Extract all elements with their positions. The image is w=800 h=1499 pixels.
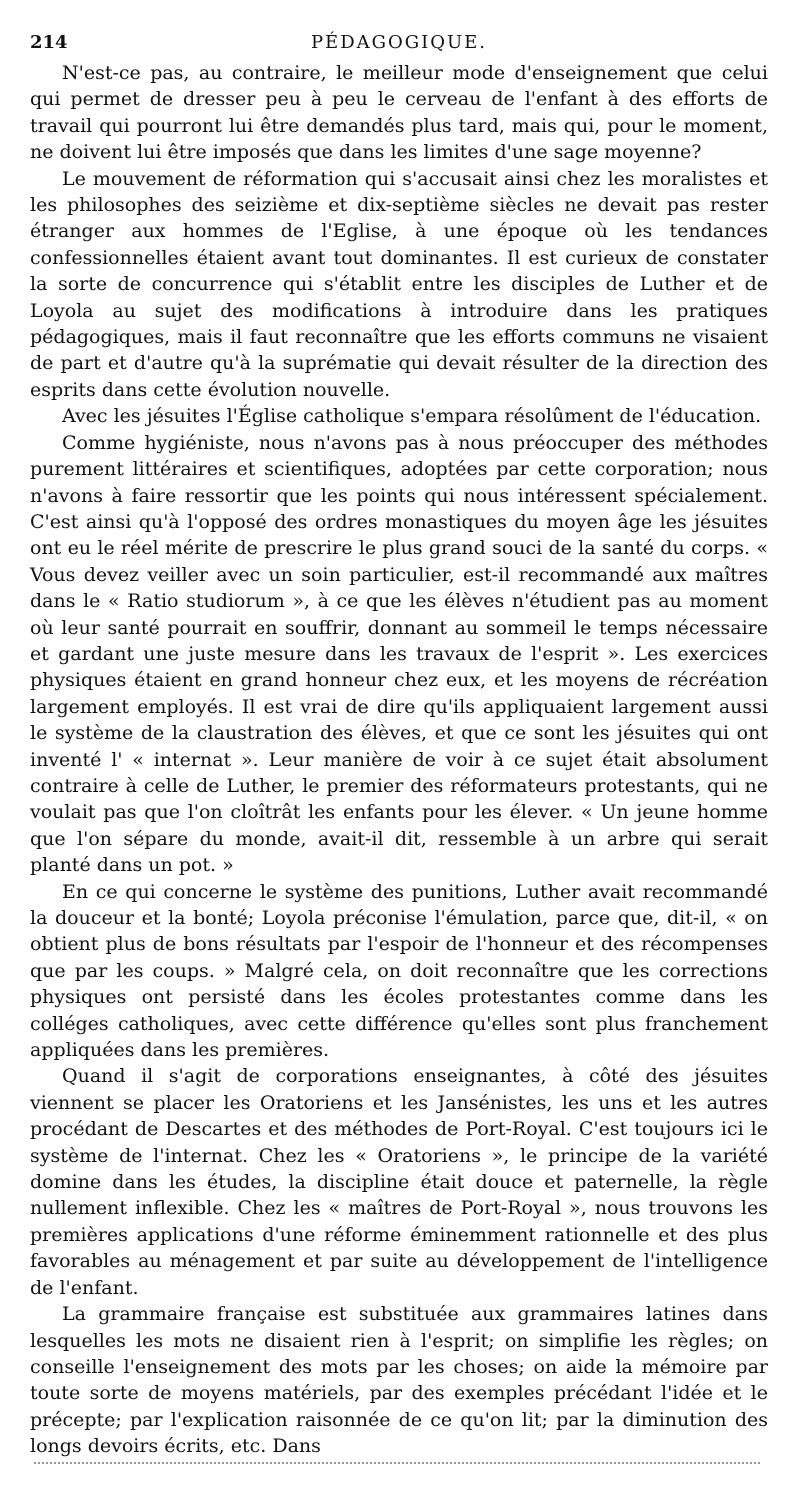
paragraph-4: Comme hygiéniste, nous n'avons pas à nous préoccuper des méthodes purement littéraires et scientifiques, adoptées par cette corporation; nous n'avons à faire ressortir que les points qui nous intéressent spécialement. C'est ainsi qu'à l'opposé des ordres monastiques du moyen âge les jésuites ont eu le réel mérite de prescrire le plus grand souci de la santé du corps. « Vous devez veiller avec un soin particulier, est-il recommandé aux maîtres dans le « Ratio studiorum », à ce que les élèves n'étudient pas au moment où leur santé pourrait en souffrir, donnant au sommeil le temps nécessaire et gardant une juste mesure dans les travaux de l'esprit ». Les exercices physiques étaient en grand honneur chez eux, et les moyens de récréation largement employés. Il est vrai de dire qu'ils appliquaient largement aussi le système de la claustration des élèves, et que ce sont les jésuites qui ont inventé l' « internat ». Leur manière de voir à ce sujet était absolument contraire à celle de Luther, le premier des réformateurs protestants, qui ne voulait pas que l'on cloîtrât les enfants pour les élever. « Un jeune homme que l'on sépare du monde, avait-il dit, ressemble à un arbre qui serait planté dans un pot. » xyxy=(30,431,768,877)
footer-dotted-rule xyxy=(34,1462,760,1464)
book-page xyxy=(30,30,768,1460)
page-number: 214 xyxy=(30,32,68,53)
running-title: PÉDAGOGIQUE. xyxy=(310,32,488,53)
paragraph-7: La grammaire française est substituée aux grammaires latines dans lesquelles les mots ne disaient rien à l'esprit; on simplifie les règles; on conseille l'enseignement des mots par les choses; on aide la mémoire par toute sorte de moyens matériels, par des exemples précédant l'idée et le précepte; par l'explication raisonnée de ce qu'on lit; par la diminution des longs devoirs écrits, etc. Dans xyxy=(30,1303,768,1458)
paragraph-1: N'est-ce pas, au contraire, le meilleur mode d'enseignement que celui qui permet de dresser peu à peu le cerveau de l'enfant à des efforts de travail qui pourront lui être demandés plus tard, mais qui, pour le moment, ne doivent lui être imposés que dans les limites d'une sage moyenne? xyxy=(30,62,768,164)
paragraph-3: Avec les jésuites l'Église catholique s'empara résolûment de l'éducation. xyxy=(62,405,762,428)
paragraph-6: Quand il s'agit de corporations enseignantes, à côté des jésuites viennent se placer les Oratoriens et les Jansénistes, les uns et les autres procédant de Descartes et des méthodes de Port-Royal. C'est toujours ici le système de l'internat. Chez les « Oratoriens », le principe de la variété domine dans les études, la discipline était douce et paternelle, la règle nullement inflexible. Chez les « maîtres de Port-Royal », nous trouvons les premières applications d'une réforme éminemment rationnelle et des plus favorables au ménagement et par suite au développement de l'intelligence de l'enfant. xyxy=(30,1065,768,1299)
page-header xyxy=(30,30,768,60)
paragraph-5: En ce qui concerne le système des punitions, Luther avait recommandé la douceur et la bonté; Loyola préconise l'émulation, parce que, dit-il, « on obtient plus de bons résultats par l'espoir de l'honneur et des récompenses que par les coups. » Malgré cela, on doit reconnaître que les corrections physiques ont persisté dans les écoles protestantes comme dans les colléges catholiques, avec cette différence qu'elles sont plus franchement appliquées dans les premières. xyxy=(30,880,768,1062)
paragraph-2: Le mouvement de réformation qui s'accusait ainsi chez les moralistes et les philosophes des seizième et dix-septième siècles ne devait pas rester étranger aux hommes de l'Eglise, à une époque où les tendances confessionnelles étaient avant tout dominantes. Il est curieux de constater la sorte de concurrence qui s'établit entre les disciples de Luther et de Loyola au sujet des modifications à introduire dans les pratiques pédagogiques, mais il faut reconnaître que les efforts communs ne visaient de part et d'autre qu'à la suprématie qui devait résulter de la direction des esprits dans cette évolution nouvelle. xyxy=(30,167,768,401)
